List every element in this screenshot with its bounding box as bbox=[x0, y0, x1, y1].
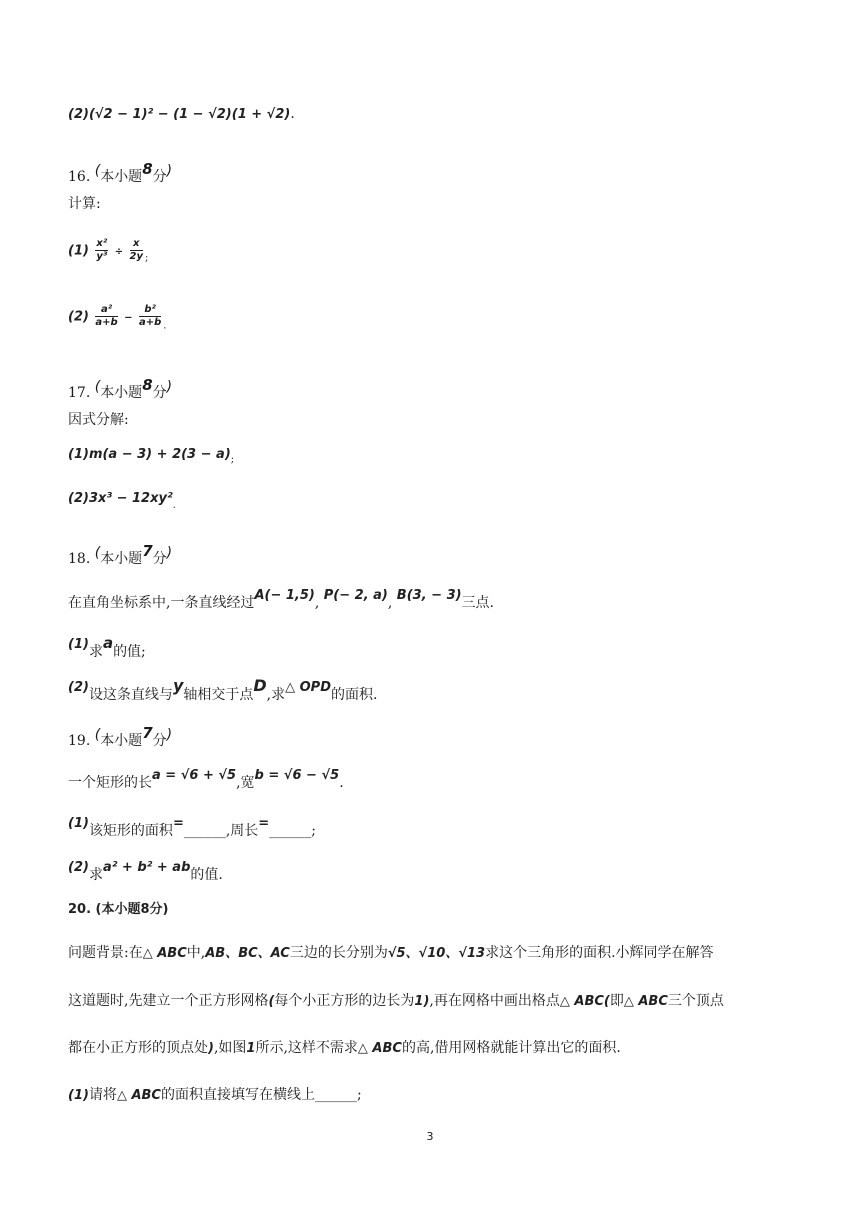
q19-part1-equals-1: = bbox=[172, 816, 184, 831]
q18-point-p: P(− 2, a) bbox=[323, 588, 388, 603]
q17-part2-end: . bbox=[172, 500, 176, 511]
q19-part2-expression: a² + b² + ab bbox=[102, 860, 191, 875]
q18-part2-text-d: 的面积. bbox=[331, 687, 378, 703]
q20-part1-end: ; bbox=[356, 1087, 362, 1103]
fraction-denominator: y³ bbox=[96, 251, 108, 262]
q19-width-expression: b = √6 − √5 bbox=[254, 768, 340, 783]
fraction-numerator: b² bbox=[139, 304, 161, 317]
q19-part2-text-b: 的值. bbox=[190, 867, 223, 883]
q20-line2-triangle-a: △ ABC( bbox=[559, 994, 610, 1009]
q18-part1-text-a: 求 bbox=[88, 644, 103, 660]
q20-line2-text-d: 即 bbox=[609, 993, 624, 1009]
q18-part1-text-b: 的值; bbox=[113, 644, 146, 660]
q20-part1-triangle: △ ABC bbox=[116, 1088, 161, 1103]
q20-part1-text-a: 请将 bbox=[88, 1087, 117, 1103]
q18-part2 bbox=[68, 676, 377, 704]
q16-part2-end: . bbox=[163, 320, 167, 332]
q15-part2-expression: (√2 − 1)² − (1 − √2)(1 + √2) bbox=[88, 107, 291, 122]
q20-line3-paren: ) bbox=[208, 1041, 214, 1056]
q20-line1-triangle: △ ABC bbox=[142, 946, 187, 961]
q18-close-paren: ) bbox=[166, 545, 173, 561]
q18-part2-variable-y: y bbox=[172, 676, 184, 695]
q17-part1-expression: m(a − 3) + 2(3 − a) bbox=[88, 447, 231, 462]
q16-open-paren: ( bbox=[94, 163, 101, 179]
fraction-denominator: a+b bbox=[95, 317, 118, 328]
q19-length-expression: a = √6 + √5 bbox=[152, 768, 237, 783]
q16-title: 本小题 bbox=[100, 169, 143, 185]
q19-part2 bbox=[68, 860, 223, 884]
q20-line2-text-a: 这道题时,先建立一个正方形网格 bbox=[68, 993, 269, 1009]
q17-title: 本小题 bbox=[100, 385, 143, 401]
q18-stem-text-a: 在直角坐标系中,一条直线经过 bbox=[68, 595, 255, 611]
q20-line3-text-d: 的高,借用网格就能计算出它的面积. bbox=[401, 1040, 621, 1056]
q18-number: 18. bbox=[68, 551, 91, 567]
q20-part1 bbox=[68, 1084, 362, 1104]
q16-part1-end: ; bbox=[145, 252, 149, 264]
q20-line2-paren: ( bbox=[268, 994, 275, 1009]
q20-line2-triangle-b: △ ABC bbox=[623, 994, 668, 1009]
q16-part2-operator: − bbox=[124, 312, 133, 324]
q19-unit: 分 bbox=[152, 733, 167, 749]
q19-stem-text-a: 一个矩形的长 bbox=[68, 775, 152, 791]
q19-part2-label: (2) bbox=[68, 860, 89, 875]
q19-part1 bbox=[68, 816, 316, 840]
q19-close-paren: ) bbox=[166, 727, 173, 743]
q20-line3-figure-number: 1 bbox=[246, 1041, 256, 1056]
q16-part1 bbox=[68, 238, 148, 264]
q20-line3-text-a: 都在小正方形的顶点处 bbox=[68, 1040, 208, 1056]
q17-part1-label: (1) bbox=[68, 447, 89, 462]
q20-line-2 bbox=[68, 990, 724, 1010]
q15-part2-label: (2) bbox=[68, 107, 89, 122]
q20-line1-text-d: 求这个三角形的面积.小辉同学在解答 bbox=[485, 945, 714, 961]
q19-part1-label: (1) bbox=[68, 816, 89, 831]
q20-line3-triangle: △ ABC bbox=[357, 1041, 402, 1056]
q19-title: 本小题 bbox=[100, 733, 143, 749]
q20-line1-roots: √5、√10、√13 bbox=[387, 946, 486, 961]
q18-part2-text-c: ,求 bbox=[266, 687, 286, 703]
q18-title: 本小题 bbox=[100, 551, 143, 567]
q18-open-paren: ( bbox=[94, 545, 101, 561]
q19-part1-text-a: 该矩形的面积 bbox=[88, 823, 173, 839]
q17-part1 bbox=[68, 446, 234, 465]
q17-part2 bbox=[68, 490, 176, 511]
q16-intro: 计算: bbox=[68, 196, 101, 212]
q16-part1-label: (1) bbox=[68, 243, 89, 259]
q16-header bbox=[68, 160, 172, 186]
fraction-numerator: x bbox=[130, 238, 143, 251]
q19-stem-text-b: ,宽 bbox=[236, 775, 255, 791]
q16-unit: 分 bbox=[152, 169, 167, 185]
q17-close-paren: ) bbox=[166, 379, 173, 395]
page-number: 3 bbox=[426, 1130, 434, 1143]
fraction-numerator: a² bbox=[95, 304, 117, 317]
q18-part1 bbox=[68, 634, 146, 661]
q18-part2-label: (2) bbox=[68, 680, 89, 695]
q16-part2 bbox=[68, 304, 166, 332]
q15-part2-end: . bbox=[290, 106, 295, 122]
q16-part2-fraction-1 bbox=[95, 304, 117, 329]
q19-part1-blank-perimeter[interactable]: ______ bbox=[269, 823, 312, 839]
q19-number: 19. bbox=[68, 733, 91, 749]
q17-score: 8 bbox=[142, 376, 153, 394]
q20-part1-text-b: 的面积直接填写在横线上 bbox=[160, 1087, 315, 1103]
q20-line-3 bbox=[68, 1037, 621, 1057]
q16-close-paren: ) bbox=[166, 163, 173, 179]
q17-part1-end: ; bbox=[230, 454, 235, 465]
q18-part1-label: (1) bbox=[68, 637, 89, 652]
q18-part1-variable: a bbox=[102, 634, 114, 652]
q17-number: 17. bbox=[68, 385, 91, 401]
q18-header bbox=[68, 542, 172, 568]
q16-number: 16. bbox=[68, 169, 91, 185]
q17-part2-label: (2) bbox=[68, 491, 89, 506]
q19-part1-end: ; bbox=[311, 823, 316, 839]
q18-part2-variable-d: D bbox=[253, 676, 267, 695]
q20-line3-text-b: ,如图 bbox=[213, 1040, 247, 1056]
q20-line2-text-e: 三个顶点 bbox=[667, 993, 724, 1009]
q18-separator-1: , bbox=[314, 595, 320, 611]
q19-score: 7 bbox=[142, 724, 153, 742]
q19-part1-text-b: ,周长 bbox=[225, 823, 259, 839]
q19-stem bbox=[68, 768, 344, 792]
q17-unit: 分 bbox=[152, 385, 167, 401]
q20-part1-label: (1) bbox=[68, 1088, 89, 1103]
q18-part2-text-b: 轴相交于点 bbox=[183, 687, 254, 703]
q20-line2-one: 1) bbox=[414, 994, 430, 1009]
q20-line3-text-c: 所示,这样不需求 bbox=[255, 1040, 358, 1056]
q16-part1-fraction-1 bbox=[95, 238, 108, 263]
q18-separator-2: , bbox=[387, 595, 393, 611]
q17-open-paren: ( bbox=[94, 379, 101, 395]
q19-part2-text-a: 求 bbox=[88, 867, 103, 883]
q20-header bbox=[68, 898, 168, 917]
q16-score: 8 bbox=[142, 160, 153, 178]
q18-part2-triangle: △ OPD bbox=[285, 680, 332, 695]
q18-unit: 分 bbox=[152, 551, 167, 567]
q17-intro: 因式分解: bbox=[68, 412, 129, 428]
q19-part1-blank-area[interactable]: ______ bbox=[183, 823, 226, 839]
q20-line2-text-c: ,再在网格中画出格点 bbox=[429, 993, 560, 1009]
q16-part2-fraction-2 bbox=[139, 304, 161, 329]
q20-line2-text-b: 每个小正方形的边长为 bbox=[274, 993, 415, 1009]
q17-header bbox=[68, 376, 172, 402]
q20-line1-text-a: 问题背景:在 bbox=[68, 945, 143, 961]
q16-part2-label: (2) bbox=[68, 309, 89, 325]
q15-part2 bbox=[68, 106, 295, 122]
q20-part1-blank[interactable]: ______ bbox=[314, 1087, 357, 1103]
q19-stem-text-c: . bbox=[339, 775, 344, 791]
fraction-denominator: a+b bbox=[138, 317, 162, 328]
q18-point-b: B(3, − 3) bbox=[396, 588, 462, 603]
q20-line1-sides: AB、BC、AC bbox=[205, 946, 290, 961]
q20-line1-text-c: 三边的长分别为 bbox=[289, 945, 388, 961]
q16-part1-fraction-2 bbox=[130, 238, 143, 263]
fraction-denominator: 2y bbox=[129, 251, 144, 262]
q17-part2-expression: 3x³ − 12xy² bbox=[88, 491, 173, 506]
q20-header-text: 20. (本小题8分) bbox=[68, 902, 169, 917]
q18-part2-text-a: 设这条直线与 bbox=[88, 687, 173, 703]
q20-line1-text-b: 中, bbox=[186, 945, 206, 961]
q16-part1-operator: ÷ bbox=[114, 246, 124, 258]
q20-line-1 bbox=[68, 942, 714, 962]
q18-point-a: A(− 1,5) bbox=[254, 588, 315, 603]
q18-stem-text-b: 三点. bbox=[461, 595, 495, 611]
fraction-numerator: x² bbox=[96, 238, 108, 249]
q19-open-paren: ( bbox=[94, 727, 101, 743]
q19-header bbox=[68, 724, 172, 750]
q18-stem bbox=[68, 588, 494, 612]
q18-score: 7 bbox=[142, 542, 153, 560]
q19-part1-equals-2: = bbox=[258, 816, 270, 831]
